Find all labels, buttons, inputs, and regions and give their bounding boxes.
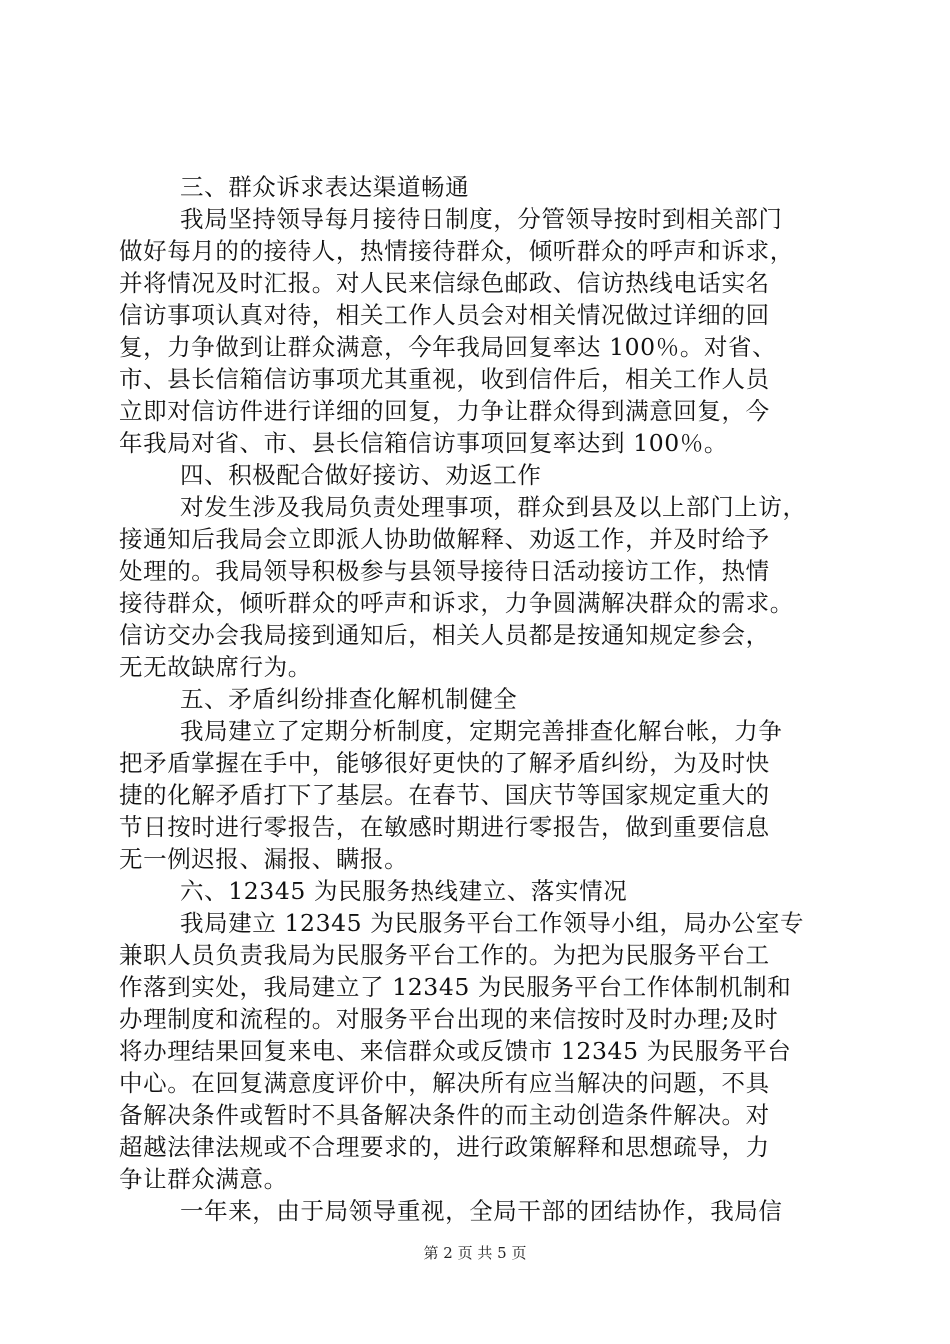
- section-heading-3: 三、群众诉求表达渠道畅通: [180, 173, 470, 201]
- paragraph-line: 接通知后我局会立即派人协助做解释、劝返工作，并及时给予: [119, 525, 770, 553]
- paragraph-line: 我局建立 12345 为民服务平台工作领导小组，局办公室专: [180, 909, 805, 937]
- paragraph-line: 把矛盾掌握在手中，能够很好更快的了解矛盾纠纷，为及时快: [119, 749, 770, 777]
- paragraph-line: 办理制度和流程的。对服务平台出现的来信按时及时办理;及时: [119, 1005, 779, 1033]
- paragraph-line: 信访事项认真对待，相关工作人员会对相关情况做过详细的回: [119, 301, 770, 329]
- paragraph-line: 将办理结果回复来电、来信群众或反馈市 12345 为民服务平台: [119, 1037, 792, 1065]
- paragraph-line: 争让群众满意。: [119, 1165, 288, 1193]
- paragraph-line: 对发生涉及我局负责处理事项，群众到县及以上部门上访，: [180, 493, 807, 521]
- paragraph-line: 一年来，由于局领导重视，全局干部的团结协作，我局信: [180, 1197, 783, 1225]
- paragraph-line: 处理的。我局领导积极参与县领导接待日活动接访工作，热情: [119, 557, 770, 585]
- paragraph-line: 信访交办会我局接到通知后，相关人员都是按通知规定参会，: [119, 621, 770, 649]
- paragraph-line: 中心。在回复满意度评价中，解决所有应当解决的问题，不具: [119, 1069, 770, 1097]
- section-heading-6: 六、12345 为民服务热线建立、落实情况: [180, 877, 628, 905]
- paragraph-line: 年我局对省、市、县长信箱信访事项回复率达到 100％。: [119, 429, 729, 457]
- paragraph-line: 捷的化解矛盾打下了基层。在春节、国庆节等国家规定重大的: [119, 781, 770, 809]
- paragraph-line: 我局坚持领导每月接待日制度，分管领导按时到相关部门: [180, 205, 783, 233]
- paragraph-line: 无无故缺席行为。: [119, 653, 312, 681]
- paragraph-line: 超越法律法规或不合理要求的，进行政策解释和思想疏导，力: [119, 1133, 770, 1161]
- paragraph-line: 我局建立了定期分析制度，定期完善排查化解台帐，力争: [180, 717, 783, 745]
- paragraph-line: 无一例迟报、漏报、瞒报。: [119, 845, 409, 873]
- paragraph-line: 兼职人员负责我局为民服务平台工作的。为把为民服务平台工: [119, 941, 770, 969]
- section-heading-4: 四、积极配合做好接访、劝返工作: [180, 461, 542, 489]
- section-heading-5: 五、矛盾纠纷排查化解机制健全: [180, 685, 518, 713]
- paragraph-line: 节日按时进行零报告，在敏感时期进行零报告，做到重要信息: [119, 813, 770, 841]
- page-footer: 第 2 页 共 5 页: [423, 1244, 527, 1262]
- paragraph-line: 接待群众，倾听群众的呼声和诉求，力争圆满解决群众的需求。: [119, 589, 794, 617]
- paragraph-line: 作落到实处，我局建立了 12345 为民服务平台工作体制机制和: [119, 973, 792, 1001]
- paragraph-line: 做好每月的的接待人，热情接待群众，倾听群众的呼声和诉求，: [119, 237, 794, 265]
- paragraph-line: 立即对信访件进行详细的回复，力争让群众得到满意回复，今: [119, 397, 770, 425]
- paragraph-line: 备解决条件或暂时不具备解决条件的而主动创造条件解决。对: [119, 1101, 770, 1129]
- paragraph-line: 复，力争做到让群众满意，今年我局回复率达 100％。对省、: [119, 333, 777, 361]
- paragraph-line: 市、县长信箱信访事项尤其重视，收到信件后，相关工作人员: [119, 365, 770, 393]
- paragraph-line: 并将情况及时汇报。对人民来信绿色邮政、信访热线电话实名: [119, 269, 770, 297]
